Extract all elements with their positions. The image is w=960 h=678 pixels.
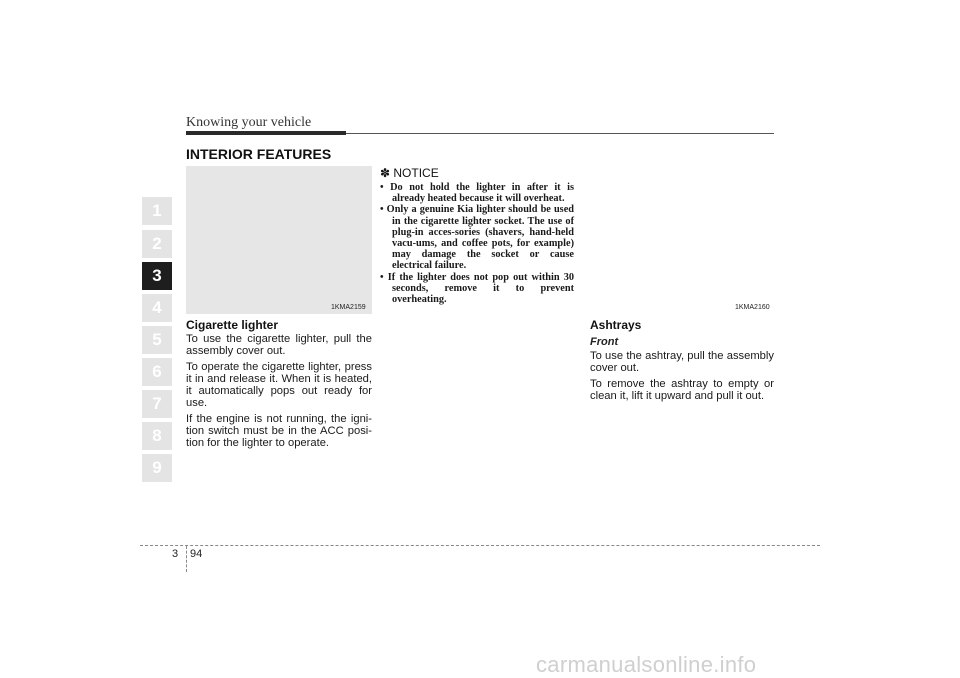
notice-list [380,182,574,305]
footer-divider [186,546,187,572]
chapter-tab-5[interactable]: 5 [142,326,172,354]
footer-page-number: 94 [190,548,203,560]
watermark: carmanualsonline.info [536,652,757,677]
paragraph: To use the ashtray, pull the assembly cover out. [590,350,774,374]
header-rule-thick [186,131,346,135]
chapter-tab-3[interactable]: 3 [142,262,172,290]
paragraph: If the engine is not running, the igni-tion switch must be in the ACC posi-tion for the lighter to operate. [186,413,372,449]
paragraph: To use the cigarette lighter, pull the assembly cover out. [186,333,372,357]
chapter-tab-4[interactable]: 4 [142,294,172,322]
paragraph: To remove the ashtray to empty or clean it, lift it upward and pull it out. [590,378,774,402]
ashtrays-heading: Ashtrays [590,318,642,332]
chapter-tab-8[interactable]: 8 [142,422,172,450]
ashtrays-subheading: Front [590,336,619,348]
chapter-tab-1[interactable]: 1 [142,197,172,225]
chapter-tab-2[interactable]: 2 [142,230,172,258]
footer-chapter-number: 3 [172,548,179,560]
paragraph: To operate the cigarette lighter, press it in and release it. When it is heated, it automatically pops out ready for use. [186,361,372,409]
notice-item: • Only a genuine Kia lighter should be used in the cigarette lighter socket. The use of plug-in acces-sories (shavers, hand-held vacu-ums, and coffee pots, for example) may damage the socket or cause electrical failure. [380,204,574,272]
ashtrays-text [590,350,774,406]
image-code: 1KMA2160 [735,304,770,311]
cigarette-lighter-heading: Cigarette lighter [186,318,279,332]
header-rule-thin [346,133,774,134]
notice-heading: ✽ NOTICE [380,166,439,180]
footer-rule [140,545,820,546]
ashtray-image [590,166,776,314]
notice-item: • Do not hold the lighter in after it is already heated because it will overheat. [380,182,574,205]
chapter-tab-7[interactable]: 7 [142,390,172,418]
section-title: INTERIOR FEATURES [186,146,332,162]
notice-item: • If the lighter does not pop out within 30 seconds, remove it to prevent overheating. [380,271,574,306]
running-header: Knowing your vehicle [186,115,312,130]
image-code: 1KMA2159 [331,304,366,311]
cigarette-lighter-text [186,333,372,453]
cigarette-lighter-image [186,166,372,314]
chapter-tab-9[interactable]: 9 [142,454,172,482]
chapter-tab-6[interactable]: 6 [142,358,172,386]
